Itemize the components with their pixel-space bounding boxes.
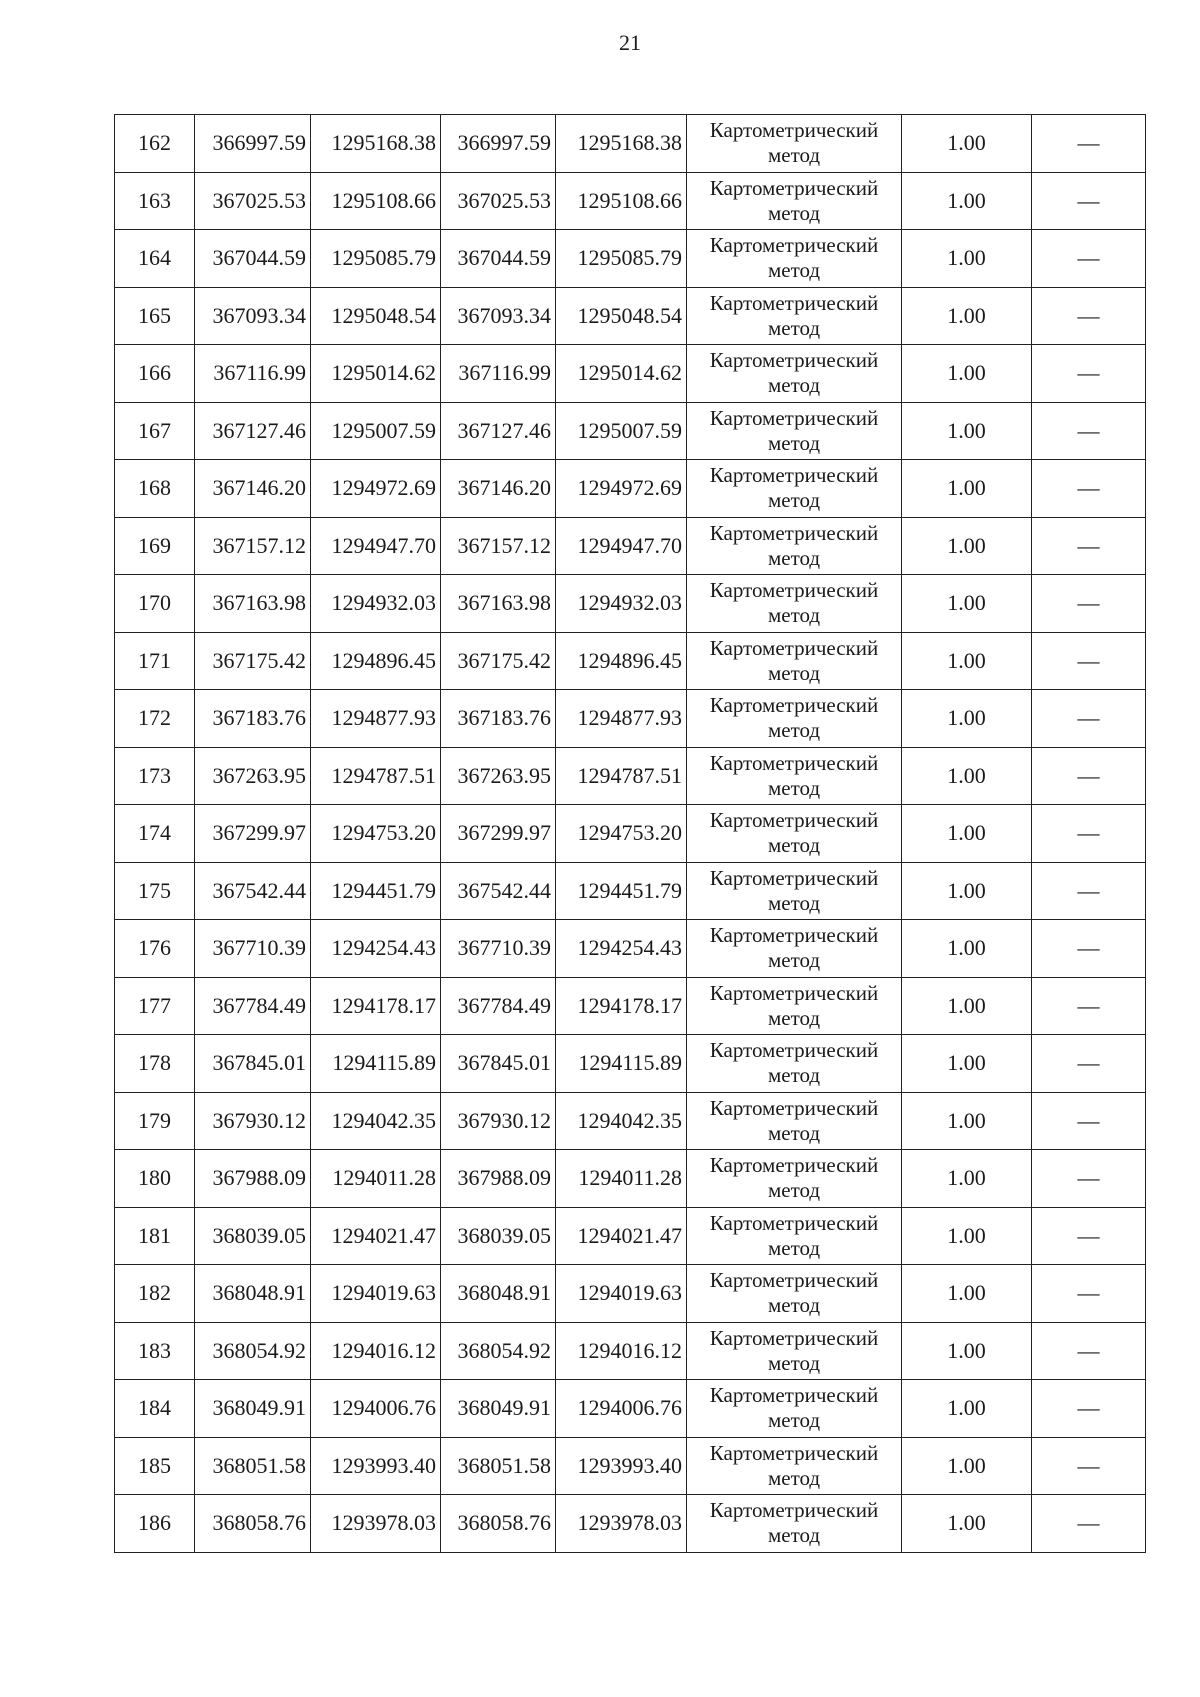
note-cell: — [1032, 862, 1146, 920]
accuracy-cell: 1.00 [902, 1207, 1032, 1265]
y-coordinate-cell: 1294972.69 [556, 460, 687, 518]
note-cell: — [1032, 632, 1146, 690]
x-coordinate-cell: 367263.95 [195, 747, 311, 805]
accuracy-cell: 1.00 [902, 345, 1032, 403]
y-coordinate-cell: 1295108.66 [311, 172, 441, 230]
y-coordinate-cell: 1295168.38 [311, 115, 441, 173]
accuracy-cell: 1.00 [902, 517, 1032, 575]
y-coordinate-cell: 1294115.89 [311, 1035, 441, 1093]
method-cell [687, 1150, 902, 1208]
method-line-2: метод [767, 660, 821, 685]
method-line-1: Картометрический [709, 750, 879, 775]
method-cell [687, 460, 902, 518]
accuracy-cell: 1.00 [902, 1150, 1032, 1208]
accuracy-cell: 1.00 [902, 1437, 1032, 1495]
y-coordinate-cell: 1295014.62 [311, 345, 441, 403]
table-row [115, 1265, 1146, 1323]
x-coordinate-cell: 367263.95 [441, 747, 556, 805]
x-coordinate-cell: 367299.97 [441, 805, 556, 863]
x-coordinate-cell: 367710.39 [441, 920, 556, 978]
point-number-cell: 162 [115, 115, 195, 173]
y-coordinate-cell: 1294896.45 [556, 632, 687, 690]
table-row [115, 287, 1146, 345]
method-line-2: метод [767, 1235, 821, 1260]
note-cell: — [1032, 1207, 1146, 1265]
method-line-1: Картометрический [709, 1383, 879, 1408]
method-line-2: метод [767, 1350, 821, 1375]
y-coordinate-cell: 1294016.12 [311, 1322, 441, 1380]
y-coordinate-cell: 1294011.28 [556, 1150, 687, 1208]
x-coordinate-cell: 368054.92 [195, 1322, 311, 1380]
method-line-2: метод [767, 718, 821, 743]
point-number-cell: 171 [115, 632, 195, 690]
point-number-cell: 175 [115, 862, 195, 920]
method-line-2: метод [767, 258, 821, 283]
table-row [115, 460, 1146, 518]
method-cell [687, 230, 902, 288]
x-coordinate-cell: 366997.59 [195, 115, 311, 173]
point-number-cell: 179 [115, 1092, 195, 1150]
accuracy-cell: 1.00 [902, 460, 1032, 518]
y-coordinate-cell: 1294042.35 [556, 1092, 687, 1150]
point-number-cell: 167 [115, 402, 195, 460]
point-number-cell: 170 [115, 575, 195, 633]
method-line-1: Картометрический [709, 520, 879, 545]
y-coordinate-cell: 1294451.79 [311, 862, 441, 920]
method-cell [687, 1092, 902, 1150]
method-cell [687, 862, 902, 920]
point-number-cell: 173 [115, 747, 195, 805]
x-coordinate-cell: 367146.20 [441, 460, 556, 518]
note-cell: — [1032, 402, 1146, 460]
x-coordinate-cell: 368054.92 [441, 1322, 556, 1380]
y-coordinate-cell: 1294787.51 [556, 747, 687, 805]
x-coordinate-cell: 367784.49 [441, 977, 556, 1035]
method-cell [687, 287, 902, 345]
y-coordinate-cell: 1293978.03 [311, 1495, 441, 1553]
note-cell: — [1032, 287, 1146, 345]
accuracy-cell: 1.00 [902, 920, 1032, 978]
y-coordinate-cell: 1294896.45 [311, 632, 441, 690]
table-row [115, 1035, 1146, 1093]
y-coordinate-cell: 1295108.66 [556, 172, 687, 230]
x-coordinate-cell: 367988.09 [195, 1150, 311, 1208]
point-number-cell: 185 [115, 1437, 195, 1495]
method-cell [687, 1495, 902, 1553]
x-coordinate-cell: 367175.42 [441, 632, 556, 690]
method-line-1: Картометрический [709, 1268, 879, 1293]
y-coordinate-cell: 1294011.28 [311, 1150, 441, 1208]
accuracy-cell: 1.00 [902, 1322, 1032, 1380]
table-row [115, 1380, 1146, 1438]
method-cell [687, 977, 902, 1035]
x-coordinate-cell: 367025.53 [195, 172, 311, 230]
point-number-cell: 177 [115, 977, 195, 1035]
point-number-cell: 163 [115, 172, 195, 230]
x-coordinate-cell: 367146.20 [195, 460, 311, 518]
x-coordinate-cell: 367163.98 [441, 575, 556, 633]
y-coordinate-cell: 1294972.69 [311, 460, 441, 518]
method-line-2: метод [767, 1178, 821, 1203]
y-coordinate-cell: 1294178.17 [311, 977, 441, 1035]
accuracy-cell: 1.00 [902, 1092, 1032, 1150]
table-row [115, 977, 1146, 1035]
method-line-1: Картометрический [709, 980, 879, 1005]
point-number-cell: 172 [115, 690, 195, 748]
y-coordinate-cell: 1294019.63 [556, 1265, 687, 1323]
method-line-2: метод [767, 1120, 821, 1145]
y-coordinate-cell: 1294947.70 [311, 517, 441, 575]
x-coordinate-cell: 367175.42 [195, 632, 311, 690]
method-cell [687, 517, 902, 575]
x-coordinate-cell: 367093.34 [195, 287, 311, 345]
method-line-1: Картометрический [709, 348, 879, 373]
accuracy-cell: 1.00 [902, 1035, 1032, 1093]
x-coordinate-cell: 367116.99 [441, 345, 556, 403]
method-cell [687, 1322, 902, 1380]
note-cell: — [1032, 172, 1146, 230]
method-line-2: метод [767, 948, 821, 973]
method-line-1: Картометрический [709, 463, 879, 488]
x-coordinate-cell: 367093.34 [441, 287, 556, 345]
method-line-1: Картометрический [709, 808, 879, 833]
accuracy-cell: 1.00 [902, 747, 1032, 805]
x-coordinate-cell: 367183.76 [441, 690, 556, 748]
y-coordinate-cell: 1294006.76 [556, 1380, 687, 1438]
accuracy-cell: 1.00 [902, 632, 1032, 690]
x-coordinate-cell: 368058.76 [195, 1495, 311, 1553]
point-number-cell: 174 [115, 805, 195, 863]
method-line-2: метод [767, 1465, 821, 1490]
note-cell: — [1032, 115, 1146, 173]
x-coordinate-cell: 368048.91 [441, 1265, 556, 1323]
note-cell: — [1032, 230, 1146, 288]
y-coordinate-cell: 1294254.43 [311, 920, 441, 978]
y-coordinate-cell: 1294932.03 [556, 575, 687, 633]
x-coordinate-cell: 367542.44 [195, 862, 311, 920]
note-cell: — [1032, 1035, 1146, 1093]
y-coordinate-cell: 1294932.03 [311, 575, 441, 633]
table-row [115, 1322, 1146, 1380]
point-number-cell: 164 [115, 230, 195, 288]
method-line-2: метод [767, 833, 821, 858]
x-coordinate-cell: 368049.91 [441, 1380, 556, 1438]
y-coordinate-cell: 1294877.93 [556, 690, 687, 748]
y-coordinate-cell: 1293993.40 [311, 1437, 441, 1495]
accuracy-cell: 1.00 [902, 805, 1032, 863]
x-coordinate-cell: 367710.39 [195, 920, 311, 978]
method-cell [687, 747, 902, 805]
x-coordinate-cell: 367988.09 [441, 1150, 556, 1208]
method-line-1: Картометрический [709, 290, 879, 315]
x-coordinate-cell: 368058.76 [441, 1495, 556, 1553]
method-line-2: метод [767, 315, 821, 340]
note-cell: — [1032, 1495, 1146, 1553]
x-coordinate-cell: 368049.91 [195, 1380, 311, 1438]
method-line-2: метод [767, 430, 821, 455]
method-cell [687, 1035, 902, 1093]
point-number-cell: 184 [115, 1380, 195, 1438]
method-line-2: метод [767, 143, 821, 168]
y-coordinate-cell: 1294753.20 [556, 805, 687, 863]
method-line-2: метод [767, 373, 821, 398]
method-line-2: метод [767, 200, 821, 225]
method-line-1: Картометрический [709, 865, 879, 890]
note-cell: — [1032, 345, 1146, 403]
x-coordinate-cell: 367845.01 [441, 1035, 556, 1093]
y-coordinate-cell: 1295014.62 [556, 345, 687, 403]
accuracy-cell: 1.00 [902, 115, 1032, 173]
x-coordinate-cell: 367542.44 [441, 862, 556, 920]
method-cell [687, 1265, 902, 1323]
method-cell [687, 1437, 902, 1495]
table-row [115, 632, 1146, 690]
x-coordinate-cell: 368048.91 [195, 1265, 311, 1323]
method-line-1: Картометрический [709, 1325, 879, 1350]
x-coordinate-cell: 368051.58 [441, 1437, 556, 1495]
accuracy-cell: 1.00 [902, 1265, 1032, 1323]
table-row [115, 402, 1146, 460]
note-cell: — [1032, 460, 1146, 518]
y-coordinate-cell: 1294254.43 [556, 920, 687, 978]
y-coordinate-cell: 1295085.79 [311, 230, 441, 288]
method-line-2: метод [767, 775, 821, 800]
x-coordinate-cell: 367044.59 [441, 230, 556, 288]
method-line-1: Картометрический [709, 1038, 879, 1063]
method-line-1: Картометрический [709, 693, 879, 718]
note-cell: — [1032, 805, 1146, 863]
table-row [115, 1150, 1146, 1208]
point-number-cell: 169 [115, 517, 195, 575]
accuracy-cell: 1.00 [902, 1495, 1032, 1553]
method-line-1: Картометрический [709, 1095, 879, 1120]
method-line-1: Картометрический [709, 1210, 879, 1235]
method-cell [687, 1207, 902, 1265]
y-coordinate-cell: 1294042.35 [311, 1092, 441, 1150]
x-coordinate-cell: 367930.12 [195, 1092, 311, 1150]
table-row [115, 115, 1146, 173]
method-line-2: метод [767, 890, 821, 915]
accuracy-cell: 1.00 [902, 402, 1032, 460]
table-row [115, 805, 1146, 863]
x-coordinate-cell: 367183.76 [195, 690, 311, 748]
y-coordinate-cell: 1295007.59 [311, 402, 441, 460]
method-line-1: Картометрический [709, 233, 879, 258]
method-line-1: Картометрический [709, 1153, 879, 1178]
point-number-cell: 176 [115, 920, 195, 978]
note-cell: — [1032, 690, 1146, 748]
note-cell: — [1032, 1437, 1146, 1495]
table-row [115, 747, 1146, 805]
note-cell: — [1032, 575, 1146, 633]
y-coordinate-cell: 1295007.59 [556, 402, 687, 460]
y-coordinate-cell: 1294451.79 [556, 862, 687, 920]
method-cell [687, 805, 902, 863]
x-coordinate-cell: 367845.01 [195, 1035, 311, 1093]
point-number-cell: 183 [115, 1322, 195, 1380]
table-row [115, 862, 1146, 920]
y-coordinate-cell: 1295048.54 [556, 287, 687, 345]
x-coordinate-cell: 367044.59 [195, 230, 311, 288]
method-cell [687, 690, 902, 748]
accuracy-cell: 1.00 [902, 977, 1032, 1035]
method-cell [687, 345, 902, 403]
method-line-2: метод [767, 488, 821, 513]
table-row [115, 920, 1146, 978]
method-line-2: метод [767, 1523, 821, 1548]
y-coordinate-cell: 1294178.17 [556, 977, 687, 1035]
page-number: 21 [619, 30, 641, 55]
note-cell: — [1032, 920, 1146, 978]
note-cell: — [1032, 977, 1146, 1035]
x-coordinate-cell: 367299.97 [195, 805, 311, 863]
y-coordinate-cell: 1294021.47 [311, 1207, 441, 1265]
x-coordinate-cell: 367025.53 [441, 172, 556, 230]
x-coordinate-cell: 367157.12 [441, 517, 556, 575]
table-row [115, 1437, 1146, 1495]
point-number-cell: 182 [115, 1265, 195, 1323]
method-cell [687, 575, 902, 633]
method-cell [687, 402, 902, 460]
method-line-2: метод [767, 1005, 821, 1030]
x-coordinate-cell: 368039.05 [441, 1207, 556, 1265]
x-coordinate-cell: 368051.58 [195, 1437, 311, 1495]
y-coordinate-cell: 1293978.03 [556, 1495, 687, 1553]
table-row [115, 1207, 1146, 1265]
y-coordinate-cell: 1294006.76 [311, 1380, 441, 1438]
method-line-1: Картометрический [709, 1440, 879, 1465]
x-coordinate-cell: 368039.05 [195, 1207, 311, 1265]
y-coordinate-cell: 1294787.51 [311, 747, 441, 805]
y-coordinate-cell: 1293993.40 [556, 1437, 687, 1495]
accuracy-cell: 1.00 [902, 1380, 1032, 1438]
y-coordinate-cell: 1294019.63 [311, 1265, 441, 1323]
accuracy-cell: 1.00 [902, 690, 1032, 748]
point-number-cell: 180 [115, 1150, 195, 1208]
method-line-2: метод [767, 545, 821, 570]
y-coordinate-cell: 1294877.93 [311, 690, 441, 748]
method-cell [687, 115, 902, 173]
y-coordinate-cell: 1295085.79 [556, 230, 687, 288]
point-number-cell: 165 [115, 287, 195, 345]
method-cell [687, 172, 902, 230]
method-line-1: Картометрический [709, 923, 879, 948]
point-number-cell: 166 [115, 345, 195, 403]
note-cell: — [1032, 1322, 1146, 1380]
x-coordinate-cell: 367127.46 [441, 402, 556, 460]
accuracy-cell: 1.00 [902, 862, 1032, 920]
note-cell: — [1032, 517, 1146, 575]
note-cell: — [1032, 1150, 1146, 1208]
y-coordinate-cell: 1294753.20 [311, 805, 441, 863]
method-cell [687, 1380, 902, 1438]
accuracy-cell: 1.00 [902, 230, 1032, 288]
point-number-cell: 168 [115, 460, 195, 518]
note-cell: — [1032, 1380, 1146, 1438]
x-coordinate-cell: 366997.59 [441, 115, 556, 173]
y-coordinate-cell: 1294021.47 [556, 1207, 687, 1265]
point-number-cell: 186 [115, 1495, 195, 1553]
accuracy-cell: 1.00 [902, 172, 1032, 230]
accuracy-cell: 1.00 [902, 287, 1032, 345]
y-coordinate-cell: 1294016.12 [556, 1322, 687, 1380]
table-row [115, 1092, 1146, 1150]
method-line-1: Картометрический [709, 635, 879, 660]
method-line-1: Картометрический [709, 118, 879, 143]
table-row [115, 172, 1146, 230]
y-coordinate-cell: 1294115.89 [556, 1035, 687, 1093]
note-cell: — [1032, 747, 1146, 805]
method-line-2: метод [767, 1408, 821, 1433]
method-line-1: Картометрический [709, 175, 879, 200]
x-coordinate-cell: 367784.49 [195, 977, 311, 1035]
y-coordinate-cell: 1295168.38 [556, 115, 687, 173]
point-number-cell: 181 [115, 1207, 195, 1265]
method-line-2: метод [767, 1063, 821, 1088]
x-coordinate-cell: 367157.12 [195, 517, 311, 575]
method-line-1: Картометрический [709, 578, 879, 603]
method-line-1: Картометрический [709, 1498, 879, 1523]
accuracy-cell: 1.00 [902, 575, 1032, 633]
method-cell [687, 632, 902, 690]
method-line-2: метод [767, 603, 821, 628]
x-coordinate-cell: 367127.46 [195, 402, 311, 460]
table-row [115, 517, 1146, 575]
method-line-1: Картометрический [709, 405, 879, 430]
method-cell [687, 920, 902, 978]
table-body [115, 115, 1146, 1553]
note-cell: — [1032, 1092, 1146, 1150]
table-row [115, 575, 1146, 633]
x-coordinate-cell: 367930.12 [441, 1092, 556, 1150]
table-row [115, 230, 1146, 288]
table-row [115, 690, 1146, 748]
y-coordinate-cell: 1295048.54 [311, 287, 441, 345]
x-coordinate-cell: 367163.98 [195, 575, 311, 633]
table-row [115, 1495, 1146, 1553]
point-number-cell: 178 [115, 1035, 195, 1093]
x-coordinate-cell: 367116.99 [195, 345, 311, 403]
note-cell: — [1032, 1265, 1146, 1323]
method-line-2: метод [767, 1293, 821, 1318]
y-coordinate-cell: 1294947.70 [556, 517, 687, 575]
coordinates-table [114, 114, 1146, 1553]
table-row [115, 345, 1146, 403]
